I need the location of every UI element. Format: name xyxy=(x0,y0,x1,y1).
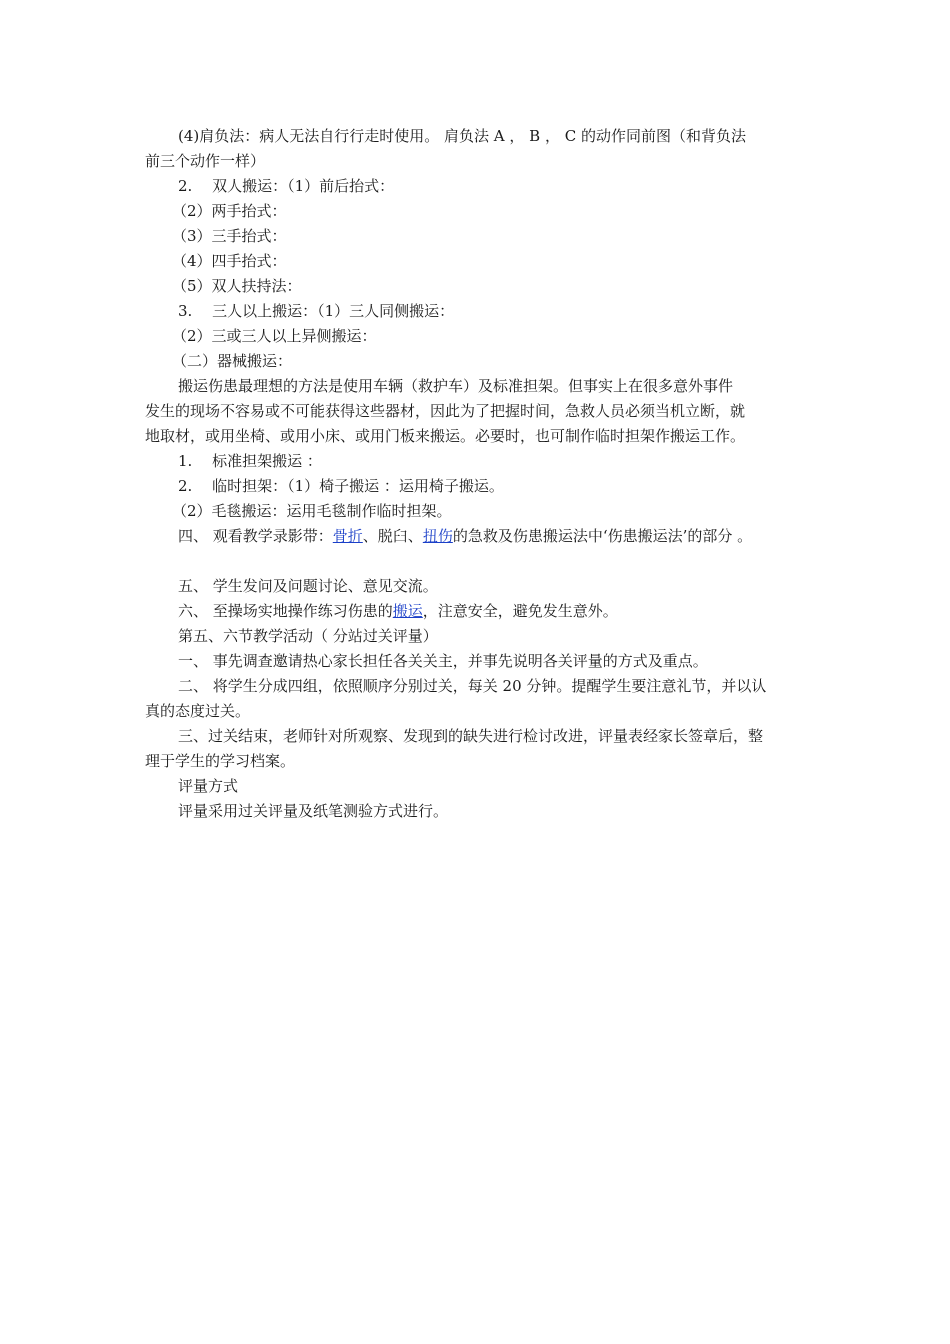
text-line: 三、过关结束，老师针对所观察、发现到的缺失进行检讨改进，评量表经家长签章后，整 xyxy=(178,727,764,745)
text-line: （5）双人扶持法： xyxy=(172,277,302,295)
text-segment: 的急救及伤患搬运法中‘伤患搬运法’的部分 。 xyxy=(452,527,753,545)
fracture-link[interactable]: 骨折 xyxy=(332,527,363,545)
text-line: 真的态度过关。 xyxy=(145,702,251,720)
text-line: 前三个动作一样） xyxy=(145,152,266,170)
sprain-link[interactable]: 扭伤 xyxy=(422,527,453,545)
text-line: (4)肩负法：病人无法自行行走时使用。 肩负法 A ， B ， C 的动作同前图（和背负法 xyxy=(178,127,746,145)
text-line: （4）四手抬式： xyxy=(172,252,287,270)
section-heading: （二）器械搬运： xyxy=(172,352,293,370)
text-line: 二、 将学生分成四组，依照顺序分别过关，每关 20 分钟。提醒学生要注意礼节，并以认 xyxy=(178,677,767,695)
text-line: 发生的现场不容易或不可能获得这些器材，因此为了把握时间，急救人员必须当机立断，就 xyxy=(145,402,746,420)
carry-link[interactable]: 搬运 xyxy=(392,602,423,620)
text-line: 地取材，或用坐椅、或用小床、或用门板来搬运。必要时，也可制作临时担架作搬运工作。 xyxy=(145,427,746,445)
text-line: 2. 双人搬运：（1）前后抬式： xyxy=(178,177,395,195)
text-line: 1. 标准担架搬运 ： xyxy=(178,452,322,470)
text-line: 评量采用过关评量及纸笔测验方式进行。 xyxy=(178,802,449,820)
text-line: （2）三或三人以上异侧搬运： xyxy=(172,327,377,345)
text-segment: 四、 观看教学录影带： xyxy=(178,527,333,545)
text-line: 理于学生的学习档案。 xyxy=(145,752,296,770)
text-line: 3. 三人以上搬运：（1）三人同侧搬运： xyxy=(178,302,455,320)
text-segment: ，注意安全，避免发生意外。 xyxy=(422,602,618,620)
text-line: （3）三手抬式： xyxy=(172,227,287,245)
text-segment: 、脱臼、 xyxy=(362,527,423,545)
text-segment: 六、 至操场实地操作练习伤患的 xyxy=(178,602,393,620)
text-line-with-link xyxy=(178,599,810,624)
text-line: （2）毛毯搬运：运用毛毯制作临时担架。 xyxy=(172,502,452,520)
text-line: 2. 临时担架：（1）椅子搬运 ：运用椅子搬运。 xyxy=(178,477,504,495)
section-heading: 评量方式 xyxy=(178,777,239,795)
text-line: （2）两手抬式： xyxy=(172,202,287,220)
text-line: 搬运伤患最理想的方法是使用车辆（救护车）及标准担架。但事实上在很多意外事件 xyxy=(178,377,734,395)
text-line: 一、 事先调查邀请热心家长担任各关关主，并事先说明各关评量的方式及重点。 xyxy=(178,652,708,670)
text-line: 五、 学生发问及问题讨论、意见交流。 xyxy=(178,577,438,595)
text-line-with-links xyxy=(178,524,810,549)
section-heading: 第五、六节教学活动（ 分站过关评量） xyxy=(178,627,438,645)
